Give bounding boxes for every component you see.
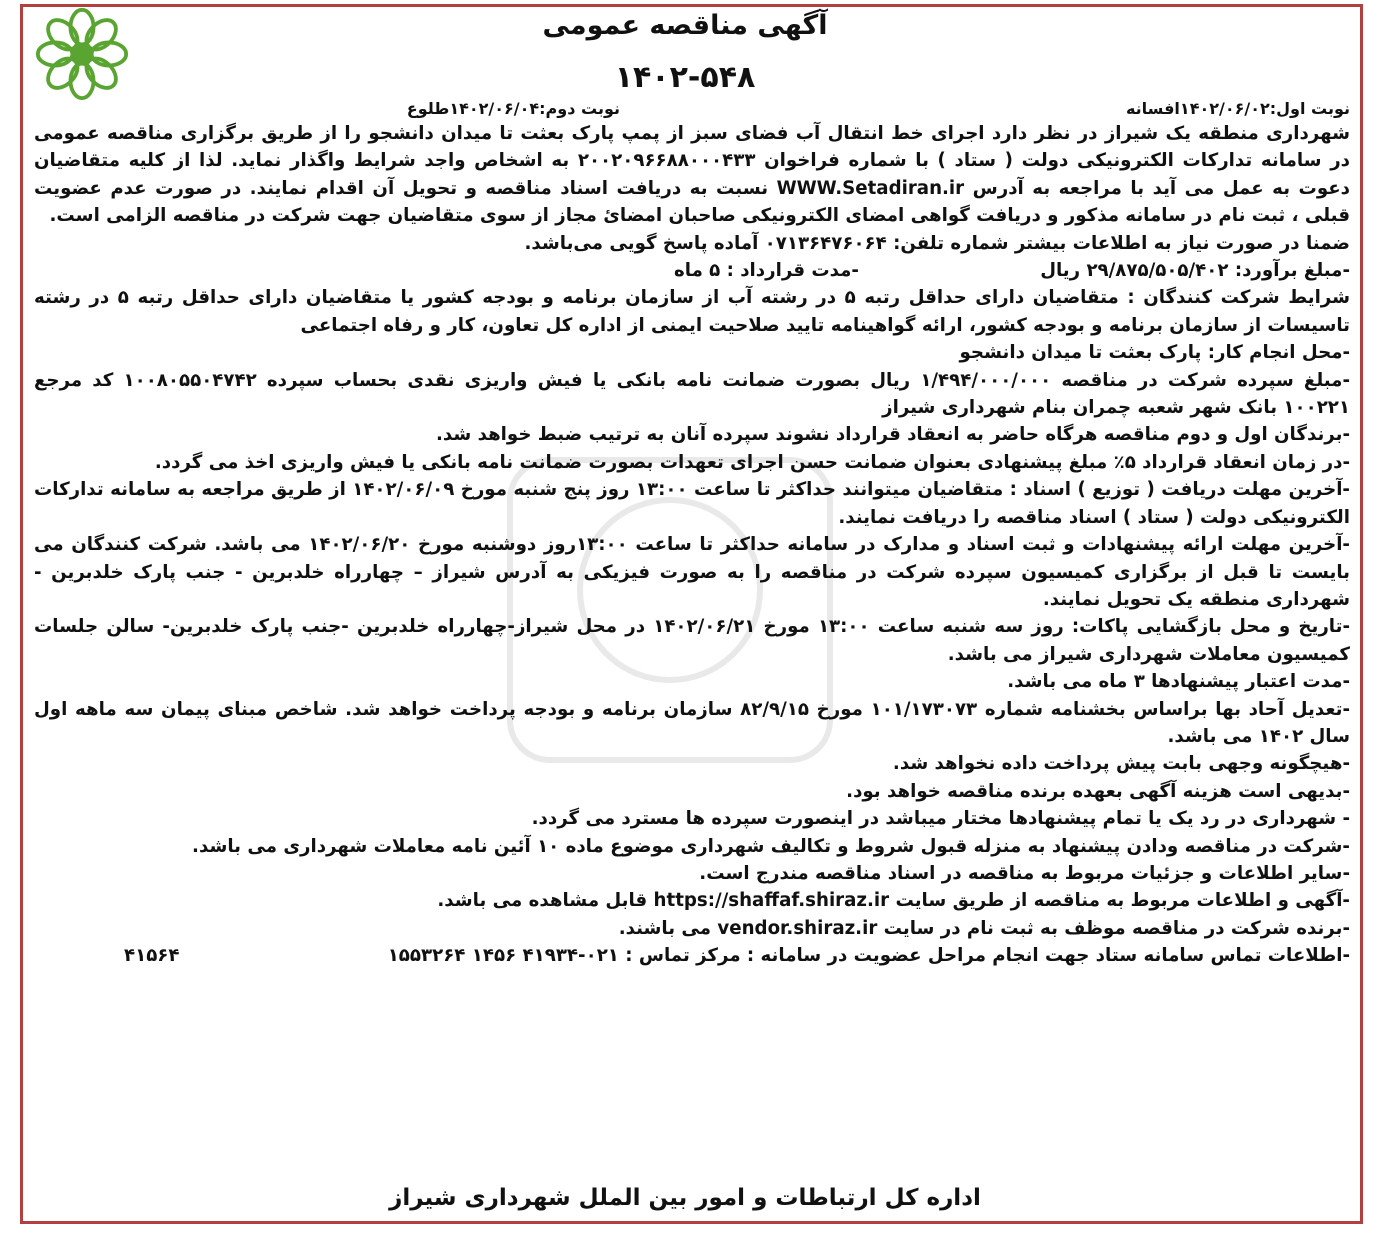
shiraz-municipality-logo (34, 6, 130, 102)
publication-round-1: نوبت اول:۱۴۰۲/۰۶/۰۲افسانه (1125, 99, 1350, 118)
no-prepay-paragraph: -هیچگونه وجهی بابت پیش پرداخت داده نخواهد شد. (892, 753, 1350, 775)
doc-deadline-paragraph: -آخرین مهلت دریافت ( توزیع ) اسناد : متقاضیان میتوانند حداکثر تا ساعت ۱۳:۰۰ روز پنج شنبه مورخ ۱۴۰۲/۰۶/۰۹ از طریق مراجعه به سامانه تدارکات الکترونیکی دولت ( ستاد ) اسناد مناقصه را دریافت نمایند. (34, 479, 1350, 528)
phone-paragraph: ضمنا در صورت نیاز به اطلاعات بیشتر شماره تلفن: ۰۷۱۳۶۴۷۶۰۶۴ آماده پاسخ گویی می‌باشد. (524, 232, 1350, 254)
contract-duration: -مدت قرارداد : ۵ ماه (674, 260, 859, 282)
deposit-paragraph: -مبلغ سپرده شرکت در مناقصه ۱/۴۹۴/۰۰۰/۰۰۰ ریال بصورت ضمانت نامه بانکی یا فیش واریزی نقدی بحساب سپرده ۱۰۰۸۰۵۵۰۴۷۴۲ کد مرجع ۱۰۰۲۲۱ بانک شهر شعبه چمران بنام شهرداری شیراز (34, 369, 1350, 419)
acceptance-paragraph: -شرکت در مناقصه ودادن پیشنهاد به منزله قبول شروط و تکالیف شهرداری موضوع ماده ۱۰ آئین نامه معاملات شهرداری می باشد. (192, 835, 1350, 857)
winners-paragraph: -برندگان اول و دوم مناقصه هرگاه حاضر به انعقاد قرارداد نشوند سپرده آنان به ترتیب ضبط خواهد شد. (435, 424, 1350, 446)
other-info-paragraph: -سایر اطلاعات و جزئیات مربوط به مناقصه در اسناد مناقصه مندرج است. (699, 862, 1350, 884)
contact-info: -اطلاعات تماس سامانه ستاد جهت انجام مراحل عضویت در سامانه : مرکز تماس : ۰۲۱-۴۱۹۳۴ ۱۴۵۶ ۱۵۵۳۲۶۴ (387, 945, 1350, 967)
intro-paragraph: شهرداری منطقه یک شیراز در نظر دارد اجرای خط انتقال آب فضای سبز از پمپ پارک بعثت تا میدان دانشجو را از طریق برگزاری مناقصه عمومی در سامانه تدارکات الکترونیکی دولت ( ستاد ) با شماره فراخوان ۲۰۰۲۰۹۶۶۸۸۰۰۰۴۳۳ به اشخاص واجد شرایط واگذار نماید. لذا از کلیه متقاضیان دعوت به عمل می آید با مراجعه به آدرس WWW.Setadiran.ir نسبت به دریافت اسناد مناقصه و تحویل آن اقدام نمایند. در صورت عدم عضویت قبلی ، ثبت نام در سامانه مذکور و دریافت گواهی امضای الکترونیکی صاحبان امضائ مجاز از سوی متقاضیان جهت شرکت در مناقصه الزامی است. (34, 123, 1350, 227)
bid-deadline-paragraph: -آخرین مهلت ارائه پیشنهادات و ثبت اسناد و مدارک در سامانه حداکثر تا ساعت ۱۳:۰۰روز دوشنبه مورخ ۱۴۰۲/۰۶/۲۰ می باشد. شرکت کنندگان می بایست تا قبل از برگزاری کمیسیون سپرده شرکت در مناقصه را به صورت فیزیکی به آدرس شیراز – چهارراه خلدبرین - جنب پارک خلدبرین - شهرداری منطقه یک تحویل نمایند. (34, 534, 1350, 610)
tender-number: ۱۴۰۲-۵۴۸ (614, 60, 756, 95)
estimate-row (34, 257, 1350, 284)
contact-row (34, 942, 1350, 969)
publisher-footer: اداره کل ارتباطات و امور بین الملل شهرداری شیراز (389, 1185, 981, 1211)
publication-round-2: نوبت دوم:۱۴۰۲/۰۶/۰۴طلوع (406, 99, 620, 118)
validity-paragraph: -مدت اعتبار پیشنهادها ۳ ماه می باشد. (1007, 671, 1350, 693)
ad-title: آگهی مناقصه عمومی (542, 10, 828, 41)
website-paragraph: -آگهی و اطلاعات مربوط به مناقصه از طریق سایت https://shaffaf.shiraz.ir قابل مشاهده می باشد. (437, 890, 1350, 912)
estimate-amount: -مبلغ برآورد: ۲۹/۸۷۵/۵۰۵/۴۰۲ ریال (1040, 260, 1350, 282)
vendor-paragraph: -برنده شرکت در مناقصه موظف به ثبت نام در سایت vendor.shiraz.ir می باشند. (618, 917, 1350, 939)
adjustment-paragraph: -تعدیل آحاد بها براساس بخشنامه شماره ۱۰۱/۱۷۳۰۷۳ مورخ ۸۲/۹/۱۵ سازمان برنامه و بودجه پرداخت خواهد شد. شاخص مبنای پیمان سه ماهه اول سال ۱۴۰۲ می باشد. (34, 698, 1351, 747)
opening-paragraph: -تاریخ و محل بازگشایی پاکات: روز سه شنبه ساعت ۱۳:۰۰ مورخ ۱۴۰۲/۰۶/۲۱ در محل شیراز-چهارراه خلدبرین -جنب پارک خلدبرین- سالن جلسات کمیسیون معاملات شهرداری شیراز می باشد. (34, 616, 1350, 665)
ad-code: ۴۱۵۶۴ (124, 945, 180, 967)
reject-paragraph: - شهرداری در رد یک یا تمام پیشنهادها مختار میباشد در اینصورت سپرده ها مسترد می گردد. (531, 808, 1350, 830)
location-paragraph: -محل انجام کار: پارک بعثت تا میدان دانشجو (959, 342, 1350, 364)
guarantee-paragraph: -در زمان انعقاد قرارداد ۵٪ مبلغ پیشنهادی بعنوان ضمانت حسن اجرای تعهدات بصورت ضمانت نامه بانکی یا فیش واریزی اخذ می گردد. (154, 451, 1350, 473)
ad-cost-paragraph: -بدیهی است هزینه آگهی بعهده برنده مناقصه خواهد بود. (846, 780, 1350, 802)
ad-body (34, 120, 1350, 970)
conditions-paragraph: شرایط شرکت کنندگان : متقاضیان دارای حداقل رتبه ۵ در رشته آب از سازمان برنامه و بودجه کشور یا متقاضیان دارای حداقل رتبه ۵ در رشته تاسیسات از سازمان برنامه و بودجه کشور، ارائه گواهینامه تایید صلاحیت ایمنی از اداره کل تعاون، کار و رفاه اجتماعی (34, 287, 1351, 336)
